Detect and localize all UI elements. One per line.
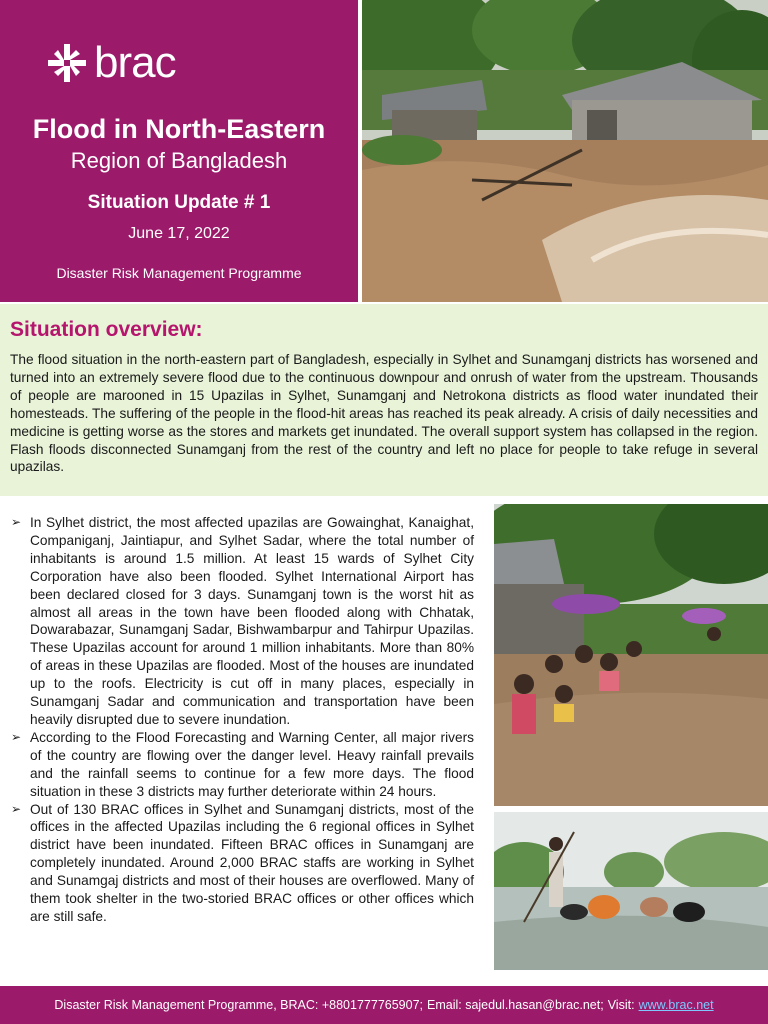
overview-heading: Situation overview: (10, 318, 203, 341)
bullet-arrow-icon: ➢ (11, 801, 22, 816)
overview-paragraph: The flood situation in the north-eastern part of Bangladesh, especially in Sylhet and Sunamganj districts has worsened and turned into an extremely severe flood due to the continuous downpour and onrush of water from the upstream. Thousands of people are marooned in 15 Upazilas in Sylhet, Sunamganj and Netrokona districts as flood water inundated their homesteads. The suffering of the people in the flood-hit areas has reached its peak already. A crisis of daily necessities and medicine is getting worse as the stores and markets get inundated. The overall support system has collapsed in the region. Flash floods disconnected Sunamganj from the rest of the country and left no place for people to take refuge in several upazilas. (10, 352, 758, 475)
footer-website-link[interactable]: www.brac.net (638, 998, 714, 1012)
flood-photo-children (494, 504, 768, 806)
situation-bullets (10, 514, 474, 926)
bullet-text: In Sylhet district, the most affected upazilas are Gowainghat, Kanaighat, Companiganj, Jaintiapur, and Sylhet Sadar, where the total number of inhabitants is around 1.5 million. At least 15 wards of Sylhet City Corporation have also been flooded. Sylhet International Airport has been declared closed for 3 days. Sunamganj town is the worst hit as almost all areas in the town have been flooded along with Chhatak, Dowarabazar, Sunamganj Sadar, Bishwambarpur and Tahirpur Upazilas. These Upazilas account for around 1 million inhabitants. More than 80% of areas in these Upazilas are flooded. Most of the houses are inundated up to the roofs. Electricity is cut off in many places, especially in Sunamganj Sadar and communication and transportation have been heavily disrupted due to severe inundation. (30, 515, 474, 727)
list-item (10, 729, 474, 801)
bullet-text: Out of 130 BRAC offices in Sylhet and Sunamganj districts, most of the offices in the affected Upazilas including the 6 regional offices in Sylhet district have been inundated. Fifteen BRAC offices in Sunamganj are completely inundated. Around 2,000 BRAC staffs are working in Sylhet and Sunamgaj districts and most of their houses are overflowed. Many of them took shelter in the two-storied BRAC offices or other offices which are still safe. (30, 801, 474, 924)
footer-email: Email: sajedul.hasan@brac.net; (427, 998, 604, 1012)
brac-logo-icon (44, 40, 90, 86)
footer-visit-label: Visit: (607, 998, 635, 1012)
list-item (10, 801, 474, 926)
footer-programme-contact: Disaster Risk Management Programme, BRAC: +8801777765907; (54, 998, 423, 1012)
header (0, 0, 768, 304)
report-title: Flood in North-Eastern (32, 114, 326, 144)
logo-text: brac (94, 38, 176, 87)
programme-name: Disaster Risk Management Programme (56, 265, 302, 281)
list-item (10, 514, 474, 729)
bullet-text: According to the Flood Forecasting and Warning Center, all major rivers of the country are flowing over the danger level. Heavy rainfall prevails and the rainfall seems to continue for a few more days. The flood situation in these 3 districts may further deteriorate within 24 hours. (30, 729, 474, 799)
title-panel (0, 0, 358, 302)
bullet-arrow-icon: ➢ (11, 515, 22, 529)
report-subtitle: Region of Bangladesh (70, 148, 288, 173)
situation-overview (0, 304, 768, 496)
flood-photo-houses (362, 0, 768, 302)
update-label: Situation Update # 1 (87, 192, 271, 213)
footer (0, 986, 768, 1024)
report-date: June 17, 2022 (128, 225, 230, 242)
brac-logo (44, 40, 176, 86)
flood-photo-livestock (494, 812, 768, 970)
bullet-arrow-icon: ➢ (11, 729, 22, 744)
